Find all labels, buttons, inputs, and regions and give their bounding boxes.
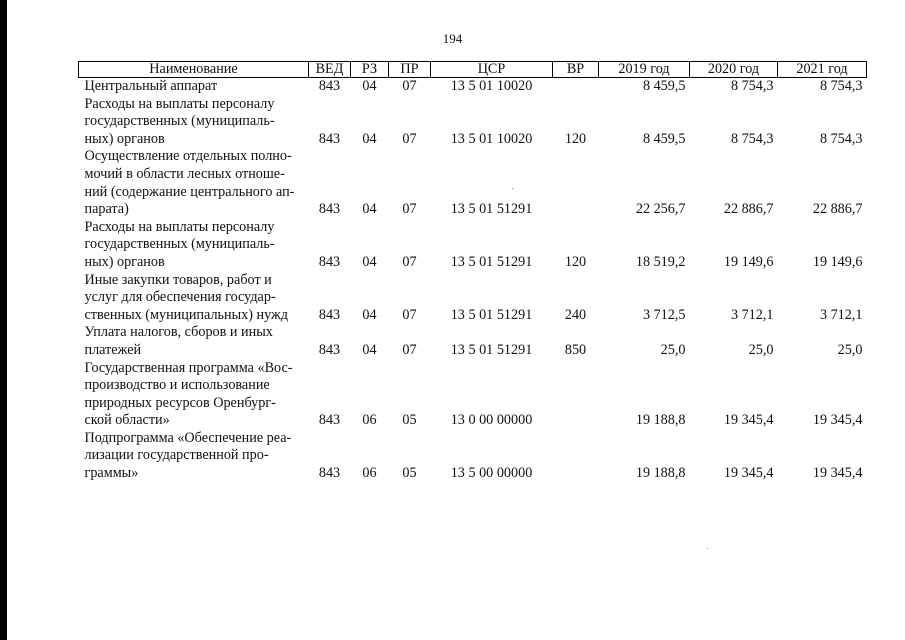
row-csr: 13 5 00 00000 [450,465,533,482]
row-ved: 843 [318,306,341,323]
row-pr: 07 [402,306,417,323]
row-csr: 13 0 00 00000 [450,412,533,429]
row-pr: 07 [402,130,417,147]
table-row [79,430,867,483]
row-2021: 8 754,3 [819,78,863,94]
row-csr: 13 5 01 10020 [450,130,533,147]
row-2021: 19 345,4 [812,465,863,482]
row-rz: 04 [362,201,377,218]
row-vr: 120 [564,253,587,270]
row-2019: 3 712,5 [642,306,686,323]
row-2021: 22 886,7 [812,201,863,218]
page-number: 194 [442,31,463,46]
scan-speck [512,188,513,189]
header-2021: 2021 год [778,62,867,78]
row-csr: 13 5 01 51291 [450,253,533,270]
table-row [79,324,867,359]
row-name: Центральный аппарат [84,78,218,94]
row-vr [553,360,599,430]
table-header-row [79,62,867,78]
row-name: Осуществление отдельных полно- мочий в области лесных отноше- ний (содержание центрального ап- парата) [84,148,295,218]
row-2019: 8 459,5 [642,78,686,94]
row-vr [553,430,599,483]
row-2019: 19 188,8 [635,465,686,482]
header-name: Наименование [79,62,309,78]
row-2020: 3 712,1 [730,306,774,323]
row-name: Уплата налогов, сборов и иных платежей [84,324,273,358]
row-csr: 13 5 01 51291 [450,306,533,323]
row-vr [553,148,599,218]
row-2021: 3 712,1 [819,306,863,323]
header-vr: ВР [553,62,599,78]
row-2019: 19 188,8 [635,412,686,429]
scan-speck [707,548,708,549]
header-csr: ЦСР [431,62,553,78]
row-ved: 843 [318,130,341,147]
table-row [79,272,867,325]
budget-table [78,61,867,483]
row-2020: 19 345,4 [723,465,774,482]
row-ved: 843 [318,465,341,482]
row-ved: 843 [318,201,341,218]
row-name: Государственная программа «Вос- производство и использование природных ресурсов Оренбург- ской области» [84,359,293,429]
row-pr: 07 [402,201,417,218]
row-rz: 06 [362,465,377,482]
row-rz: 04 [362,78,377,94]
row-vr: 120 [564,130,587,147]
row-2019: 22 256,7 [635,201,686,218]
header-ved: ВЕД [309,62,351,78]
row-ved: 843 [318,78,341,94]
row-2019: 25,0 [660,341,686,358]
row-2019: 18 519,2 [635,253,686,270]
row-2021: 25,0 [837,341,863,358]
scan-left-edge [0,0,7,640]
row-pr: 05 [402,412,417,429]
row-2020: 25,0 [748,341,774,358]
row-csr: 13 5 01 51291 [450,201,533,218]
row-vr: 240 [564,306,587,323]
row-name: Иные закупки товаров, работ и услуг для обеспечения государ- ственных (муниципальных) нужд [84,271,289,323]
row-ved: 843 [318,412,341,429]
row-csr: 13 5 01 51291 [450,341,533,358]
row-rz: 04 [362,306,377,323]
table-row [79,96,867,149]
row-2020: 19 345,4 [723,412,774,429]
header-rz: РЗ [351,62,389,78]
row-pr: 07 [402,78,417,94]
row-rz: 04 [362,253,377,270]
header-2020: 2020 год [690,62,778,78]
row-csr: 13 5 01 10020 [450,78,533,94]
row-pr: 05 [402,465,417,482]
header-2019: 2019 год [599,62,690,78]
table-row [79,219,867,272]
row-2021: 8 754,3 [819,130,863,147]
table-row [79,78,867,96]
row-rz: 04 [362,341,377,358]
row-name: Расходы на выплаты персоналу государственных (муниципаль- ных) органов [84,218,275,270]
header-pr: ПР [389,62,431,78]
row-rz: 06 [362,412,377,429]
row-2020: 8 754,3 [730,78,774,94]
table-row [79,360,867,430]
row-name: Подпрограмма «Обеспечение реа- лизации государственной про- граммы» [84,429,292,482]
row-vr [553,78,599,96]
row-2020: 19 149,6 [723,253,774,270]
row-2021: 19 345,4 [812,412,863,429]
table-row [79,148,867,218]
row-2021: 19 149,6 [812,253,863,270]
row-rz: 04 [362,130,377,147]
row-pr: 07 [402,341,417,358]
row-2019: 8 459,5 [642,130,686,147]
row-ved: 843 [318,253,341,270]
row-pr: 07 [402,253,417,270]
row-ved: 843 [318,341,341,358]
row-2020: 22 886,7 [723,201,774,218]
row-vr: 850 [564,341,587,358]
row-2020: 8 754,3 [730,130,774,147]
row-name: Расходы на выплаты персоналу государственных (муниципаль- ных) органов [84,95,275,147]
